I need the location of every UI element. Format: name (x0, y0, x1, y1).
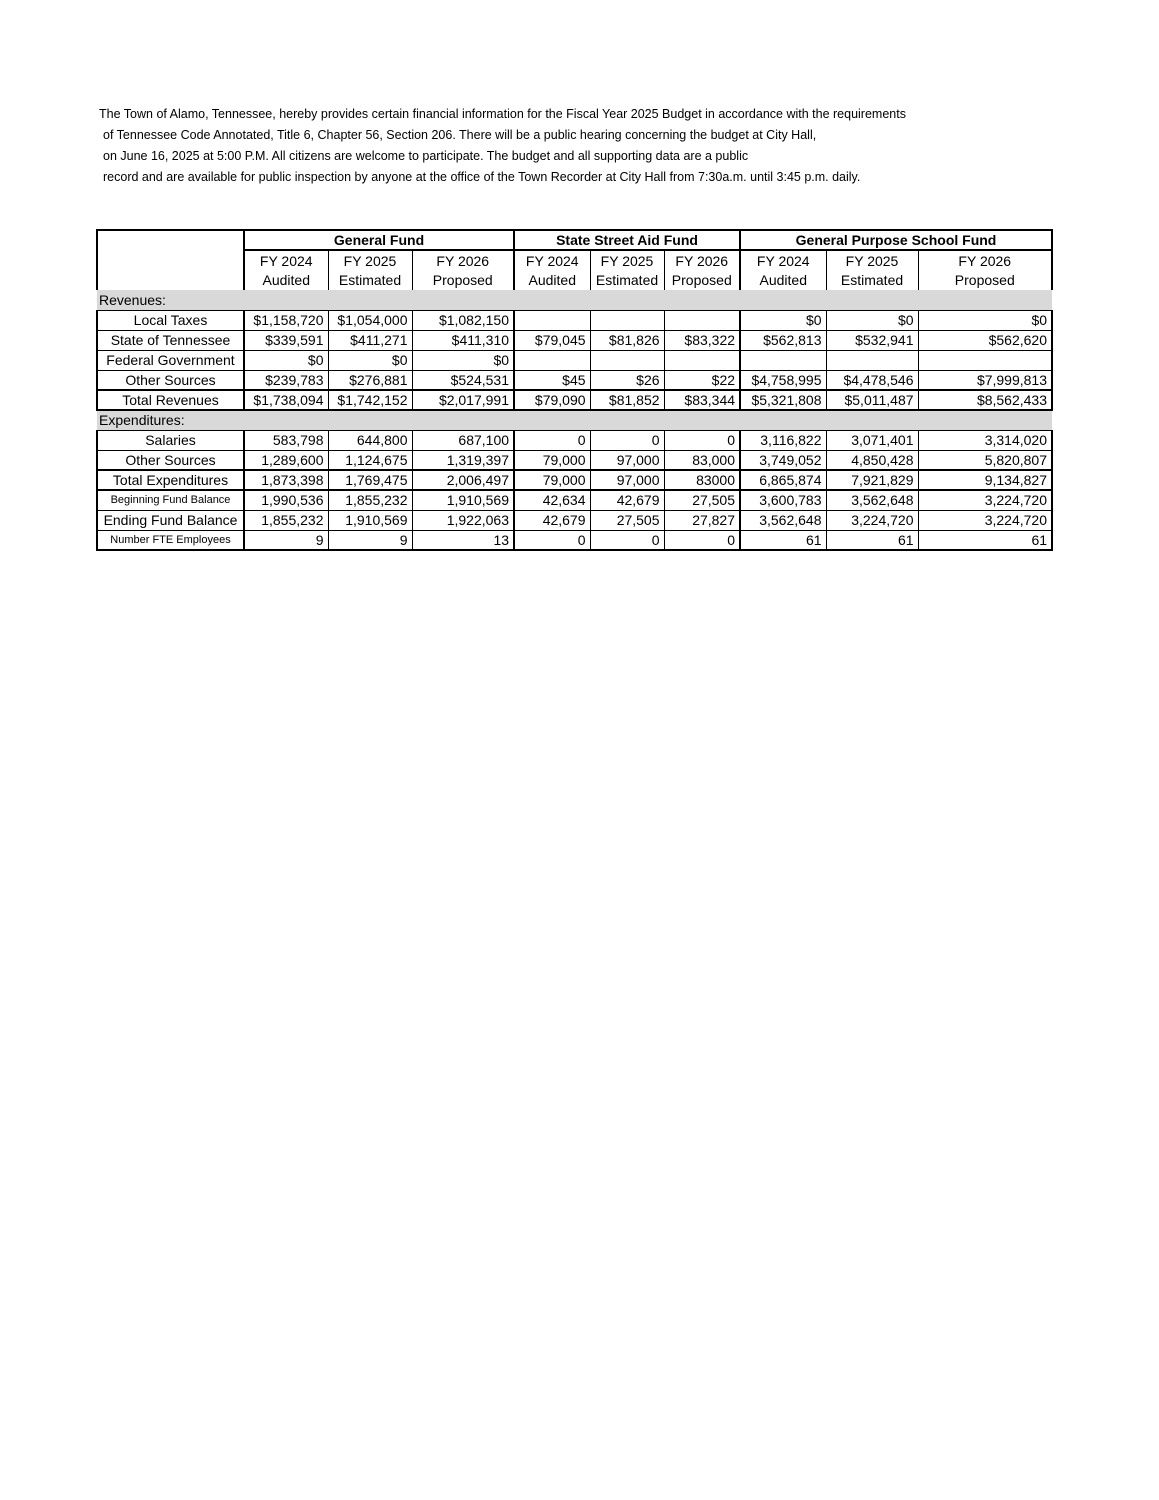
table-cell: $83,322 (664, 330, 740, 350)
beginning-balance-row (97, 490, 1052, 510)
table-cell (590, 350, 664, 370)
year-header: FY 2024 (514, 250, 590, 270)
fund-header-state-street-aid: State Street Aid Fund (514, 230, 740, 250)
table-cell: 1,855,232 (328, 490, 412, 510)
table-cell (664, 350, 740, 370)
table-cell: 1,910,569 (328, 510, 412, 530)
table-cell (590, 310, 664, 330)
year-header: FY 2024 (244, 250, 328, 270)
table-row (97, 450, 1052, 470)
table-cell (740, 350, 826, 370)
table-cell: $83,344 (664, 390, 740, 410)
table-cell: $0 (826, 310, 918, 330)
year-header: FY 2025 (826, 250, 918, 270)
year-header: FY 2025 (328, 250, 412, 270)
table-row (97, 350, 1052, 370)
table-cell: 83,000 (664, 450, 740, 470)
table-cell: 3,314,020 (918, 430, 1052, 450)
table-cell: 9,134,827 (918, 470, 1052, 490)
table-cell: 61 (918, 530, 1052, 550)
status-header: Proposed (412, 270, 514, 290)
table-cell: $411,310 (412, 330, 514, 350)
status-header: Proposed (918, 270, 1052, 290)
header-blank-cell (97, 230, 244, 290)
table-cell: 3,071,401 (826, 430, 918, 450)
row-label: Salaries (97, 430, 244, 450)
row-label: Beginning Fund Balance (97, 490, 244, 510)
revenues-section-row (97, 290, 1052, 310)
table-row (97, 370, 1052, 390)
table-cell: 1,769,475 (328, 470, 412, 490)
table-cell (514, 310, 590, 330)
table-cell: $79,090 (514, 390, 590, 410)
table-row (97, 430, 1052, 450)
table-cell: $562,813 (740, 330, 826, 350)
table-cell (664, 310, 740, 330)
notice-line-2: of Tennessee Code Annotated, Title 6, Chapter 56, Section 206. There will be a public hearing concerning the budget at City Hall, (103, 128, 817, 142)
table-cell: $22 (664, 370, 740, 390)
year-header: FY 2024 (740, 250, 826, 270)
table-cell: $0 (740, 310, 826, 330)
table-cell: $1,158,720 (244, 310, 328, 330)
table-cell: 61 (740, 530, 826, 550)
row-label: Ending Fund Balance (97, 510, 244, 530)
status-header: Estimated (328, 270, 412, 290)
table-cell: 3,116,822 (740, 430, 826, 450)
table-cell: 42,679 (590, 490, 664, 510)
table-cell: $1,742,152 (328, 390, 412, 410)
table-cell: $45 (514, 370, 590, 390)
table-cell: $276,881 (328, 370, 412, 390)
table-cell: 7,921,829 (826, 470, 918, 490)
budget-table (96, 229, 1053, 551)
table-cell: $562,620 (918, 330, 1052, 350)
status-header: Proposed (664, 270, 740, 290)
table-cell: 3,224,720 (826, 510, 918, 530)
year-header: FY 2026 (664, 250, 740, 270)
row-label: Local Taxes (97, 310, 244, 330)
table-cell: 583,798 (244, 430, 328, 450)
fund-header-general: General Fund (244, 230, 514, 250)
table-row (97, 330, 1052, 350)
table-cell: $4,758,995 (740, 370, 826, 390)
table-cell: 42,634 (514, 490, 590, 510)
table-cell: $339,591 (244, 330, 328, 350)
row-label: State of Tennessee (97, 330, 244, 350)
table-cell: 3,749,052 (740, 450, 826, 470)
table-cell: 79,000 (514, 450, 590, 470)
table-cell: $0 (244, 350, 328, 370)
table-cell: 0 (514, 430, 590, 450)
table-cell: $1,082,150 (412, 310, 514, 330)
status-header: Audited (244, 270, 328, 290)
table-cell: $532,941 (826, 330, 918, 350)
table-cell: 9 (244, 530, 328, 550)
status-header: Audited (740, 270, 826, 290)
table-cell: 1,855,232 (244, 510, 328, 530)
table-cell: $81,826 (590, 330, 664, 350)
table-row (97, 310, 1052, 330)
expenditures-section-label: Expenditures: (97, 410, 1052, 430)
table-cell: $1,054,000 (328, 310, 412, 330)
total-expenditures-row (97, 470, 1052, 490)
table-cell: 27,505 (664, 490, 740, 510)
table-cell: 2,006,497 (412, 470, 514, 490)
table-cell: 97,000 (590, 470, 664, 490)
table-cell: $239,783 (244, 370, 328, 390)
table-cell: 61 (826, 530, 918, 550)
table-cell: 1,289,600 (244, 450, 328, 470)
fund-header-row (97, 230, 1052, 250)
table-cell: 687,100 (412, 430, 514, 450)
table-cell: 3,562,648 (740, 510, 826, 530)
table-cell: 79,000 (514, 470, 590, 490)
table-cell: $0 (328, 350, 412, 370)
table-cell: 0 (664, 430, 740, 450)
table-cell (918, 350, 1052, 370)
expenditures-section-row (97, 410, 1052, 430)
budget-notice (99, 104, 999, 188)
table-cell: 3,562,648 (826, 490, 918, 510)
table-cell: 3,224,720 (918, 510, 1052, 530)
table-cell: $7,999,813 (918, 370, 1052, 390)
table-cell: $79,045 (514, 330, 590, 350)
table-cell: $26 (590, 370, 664, 390)
notice-line-3: on June 16, 2025 at 5:00 P.M. All citizens are welcome to participate. The budget and all supporting data are a public (103, 149, 749, 163)
table-cell (514, 350, 590, 370)
table-cell: 1,873,398 (244, 470, 328, 490)
table-cell: $81,852 (590, 390, 664, 410)
row-label: Total Revenues (97, 390, 244, 410)
status-header: Audited (514, 270, 590, 290)
table-cell: $0 (918, 310, 1052, 330)
notice-line-4: record and are available for public inspection by anyone at the office of the Town Recorder at City Hall from 7:30a.m. until 3:45 p.m. daily. (103, 170, 861, 184)
table-cell: 9 (328, 530, 412, 550)
year-header: FY 2025 (590, 250, 664, 270)
table-cell: 42,679 (514, 510, 590, 530)
notice-line-1: The Town of Alamo, Tennessee, hereby provides certain financial information for the Fiscal Year 2025 Budget in accordance with the requirements (99, 107, 906, 121)
row-label: Other Sources (97, 450, 244, 470)
row-label: Other Sources (97, 370, 244, 390)
table-cell: 644,800 (328, 430, 412, 450)
table-cell: 0 (514, 530, 590, 550)
table-cell: $0 (412, 350, 514, 370)
table-cell: $411,271 (328, 330, 412, 350)
table-cell: $4,478,546 (826, 370, 918, 390)
table-cell: $8,562,433 (918, 390, 1052, 410)
fund-header-school: General Purpose School Fund (740, 230, 1052, 250)
table-cell: 27,505 (590, 510, 664, 530)
table-cell: $2,017,991 (412, 390, 514, 410)
row-label: Total Expenditures (97, 470, 244, 490)
row-label: Federal Government (97, 350, 244, 370)
year-header: FY 2026 (918, 250, 1052, 270)
table-cell: $5,321,808 (740, 390, 826, 410)
table-cell: 4,850,428 (826, 450, 918, 470)
status-header: Estimated (590, 270, 664, 290)
table-cell: 27,827 (664, 510, 740, 530)
year-header: FY 2026 (412, 250, 514, 270)
table-cell: 1,124,675 (328, 450, 412, 470)
table-cell: 3,600,783 (740, 490, 826, 510)
fte-row (97, 530, 1052, 550)
table-cell: $5,011,487 (826, 390, 918, 410)
table-cell: 0 (590, 530, 664, 550)
table-cell: 1,922,063 (412, 510, 514, 530)
table-cell: 1,910,569 (412, 490, 514, 510)
table-cell: 83000 (664, 470, 740, 490)
status-header: Estimated (826, 270, 918, 290)
table-cell: 5,820,807 (918, 450, 1052, 470)
table-cell: 6,865,874 (740, 470, 826, 490)
table-cell: 0 (590, 430, 664, 450)
table-cell: 3,224,720 (918, 490, 1052, 510)
table-cell: $1,738,094 (244, 390, 328, 410)
table-cell: 13 (412, 530, 514, 550)
ending-balance-row (97, 510, 1052, 530)
row-label: Number FTE Employees (97, 530, 244, 550)
table-cell: $524,531 (412, 370, 514, 390)
table-cell: 1,319,397 (412, 450, 514, 470)
table-cell: 97,000 (590, 450, 664, 470)
revenues-section-label: Revenues: (97, 290, 1052, 310)
table-cell: 0 (664, 530, 740, 550)
table-cell: 1,990,536 (244, 490, 328, 510)
table-cell (826, 350, 918, 370)
total-revenues-row (97, 390, 1052, 410)
